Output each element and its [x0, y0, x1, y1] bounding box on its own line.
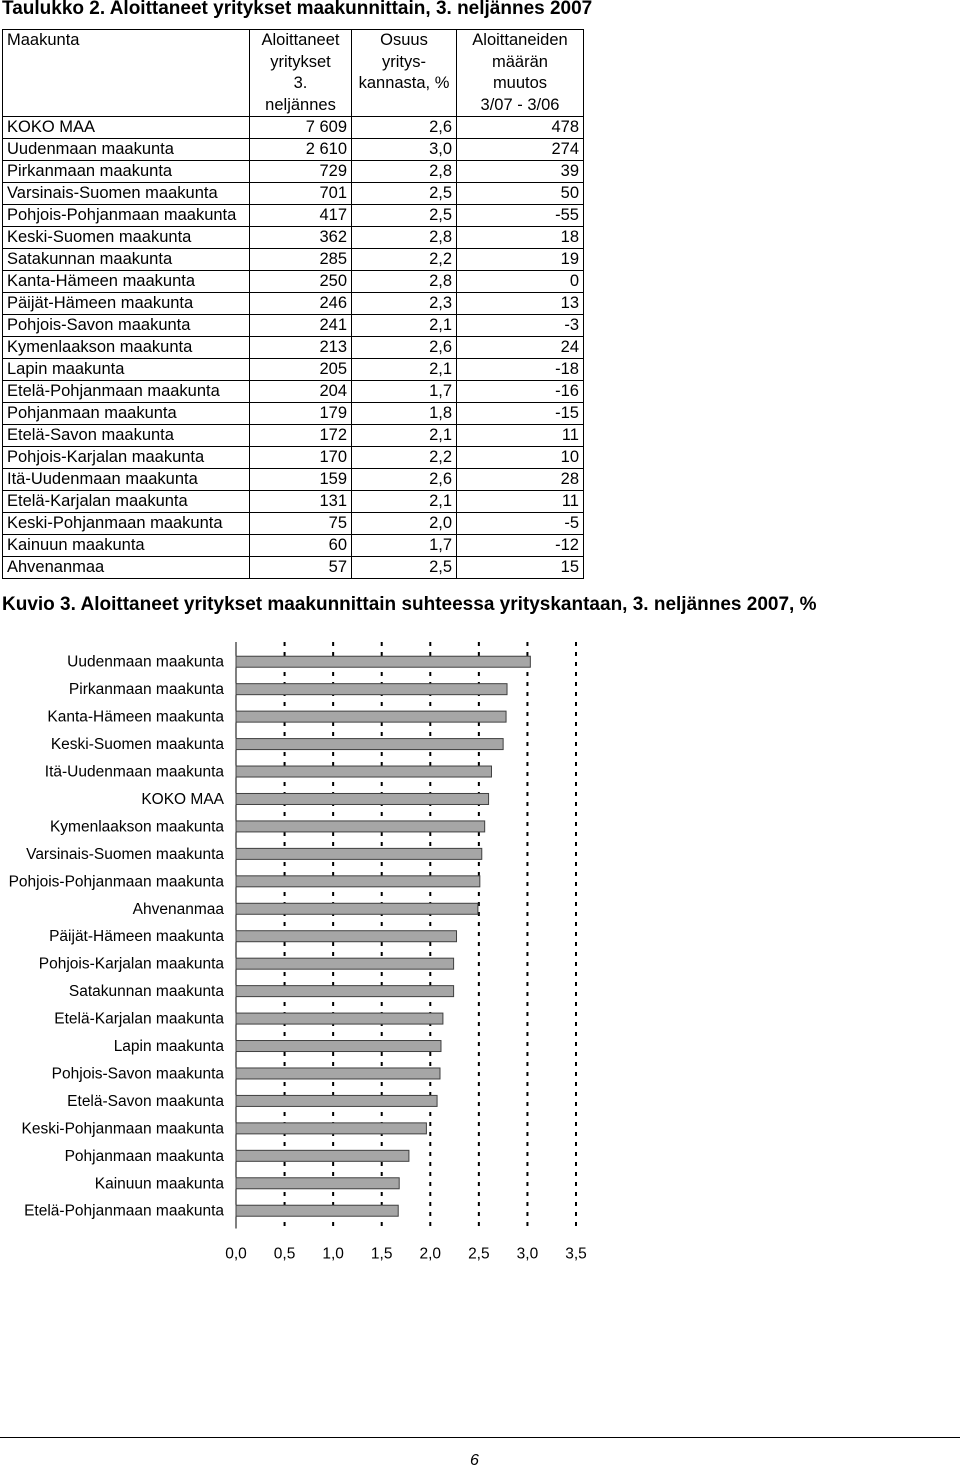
header-started-line: yritykset [270, 52, 331, 71]
started-count-cell: 729 [250, 161, 352, 183]
region-name-cell: Keski-Suomen maakunta [3, 227, 250, 249]
region-name-cell: Päijät-Hämeen maakunta [3, 293, 250, 315]
share-cell: 2,1 [352, 425, 457, 447]
table-header-row [3, 30, 584, 117]
category-label: Pirkanmaan maakunta [68, 681, 224, 699]
category-label: Pohjois-Savon maakunta [51, 1065, 224, 1083]
x-tick-label: 3,0 [516, 1245, 539, 1263]
region-name-cell: Etelä-Savon maakunta [3, 425, 250, 447]
region-name-cell: Keski-Pohjanmaan maakunta [3, 513, 250, 535]
share-cell: 2,5 [352, 205, 457, 227]
bar [236, 1150, 409, 1161]
table-row [3, 425, 584, 447]
share-cell: 2,6 [352, 469, 457, 491]
started-count-cell: 75 [250, 513, 352, 535]
started-count-cell: 250 [250, 271, 352, 293]
category-label: Ahvenanmaa [132, 900, 224, 918]
change-cell: 274 [457, 139, 584, 161]
bar [236, 1068, 440, 1079]
category-label: Kymenlaakson maakunta [49, 818, 224, 836]
started-count-cell: 205 [250, 359, 352, 381]
category-label: Etelä-Savon maakunta [67, 1092, 224, 1110]
table-row [3, 249, 584, 271]
header-share-line: Osuus [380, 31, 428, 49]
change-cell: 11 [457, 491, 584, 513]
header-started [250, 30, 352, 117]
started-count-cell: 60 [250, 535, 352, 557]
change-cell: -18 [457, 359, 584, 381]
bar [236, 1041, 441, 1052]
table-row [3, 337, 584, 359]
bar [236, 1095, 437, 1106]
region-name-cell: Pohjois-Pohjanmaan maakunta [3, 205, 250, 227]
category-label: Pohjois-Pohjanmaan maakunta [8, 873, 224, 891]
started-count-cell: 170 [250, 447, 352, 469]
table-row [3, 117, 584, 139]
started-count-cell: 417 [250, 205, 352, 227]
started-count-cell: 246 [250, 293, 352, 315]
bar [236, 766, 491, 777]
bar [236, 1178, 399, 1189]
region-name-cell: KOKO MAA [3, 117, 250, 139]
table-row [3, 513, 584, 535]
started-count-cell: 241 [250, 315, 352, 337]
region-name-cell: Uudenmaan maakunta [3, 139, 250, 161]
bar [236, 1205, 398, 1216]
share-cell: 1,7 [352, 381, 457, 403]
share-cell: 1,7 [352, 535, 457, 557]
change-cell: -55 [457, 205, 584, 227]
change-cell: 39 [457, 161, 584, 183]
header-started-line: neljännes [265, 95, 336, 114]
header-share-line: yritys- [382, 52, 426, 71]
table-row [3, 403, 584, 425]
header-region: Maakunta [3, 30, 250, 117]
category-label: Itä-Uudenmaan maakunta [44, 763, 224, 781]
table-row [3, 183, 584, 205]
started-count-cell: 159 [250, 469, 352, 491]
change-cell: 15 [457, 557, 584, 579]
x-tick-label: 0,0 [225, 1245, 247, 1263]
x-tick-label: 1,0 [322, 1245, 344, 1263]
started-count-cell: 285 [250, 249, 352, 271]
bar [236, 931, 457, 942]
started-count-cell: 701 [250, 183, 352, 205]
share-cell: 2,1 [352, 315, 457, 337]
change-cell: -3 [457, 315, 584, 337]
region-name-cell: Pohjois-Savon maakunta [3, 315, 250, 337]
share-cell: 2,0 [352, 513, 457, 535]
region-name-cell: Varsinais-Suomen maakunta [3, 183, 250, 205]
share-cell: 2,8 [352, 271, 457, 293]
share-cell: 2,1 [352, 359, 457, 381]
started-count-cell: 131 [250, 491, 352, 513]
change-cell: -16 [457, 381, 584, 403]
footer-divider [0, 1437, 960, 1438]
header-started-line: 3. [293, 74, 308, 92]
region-name-cell: Kainuun maakunta [3, 535, 250, 557]
table-row [3, 359, 584, 381]
region-name-cell: Etelä-Pohjanmaan maakunta [3, 381, 250, 403]
share-cell: 2,6 [352, 117, 457, 139]
header-change-line: 3/07 - 3/06 [480, 95, 560, 114]
change-cell: 0 [457, 271, 584, 293]
x-tick-label: 2,0 [419, 1245, 442, 1263]
x-tick-label: 3,5 [565, 1245, 587, 1263]
table-row [3, 491, 584, 513]
table-title: Taulukko 2. Aloittaneet yritykset maakunnittain, 3. neljännes 2007 [2, 0, 593, 19]
share-cell: 2,2 [352, 447, 457, 469]
started-count-cell: 204 [250, 381, 352, 403]
bar-chart [0, 630, 960, 1270]
started-count-cell: 179 [250, 403, 352, 425]
category-label: Varsinais-Suomen maakunta [26, 845, 224, 863]
category-label: Päijät-Hämeen maakunta [49, 928, 224, 946]
change-cell: -5 [457, 513, 584, 535]
table-row [3, 381, 584, 403]
x-tick-label: 2,5 [468, 1245, 490, 1263]
category-label: Keski-Suomen maakunta [50, 736, 224, 754]
share-cell: 2,2 [352, 249, 457, 271]
change-cell: -15 [457, 403, 584, 425]
region-name-cell: Ahvenanmaa [3, 557, 250, 579]
table-row [3, 469, 584, 491]
table-row [3, 161, 584, 183]
share-cell: 2,5 [352, 557, 457, 579]
table-row [3, 139, 584, 161]
category-label: Kainuun maakunta [94, 1175, 224, 1193]
bar [236, 793, 489, 804]
share-cell: 2,5 [352, 183, 457, 205]
table-row [3, 205, 584, 227]
page-number: 6 [470, 1452, 479, 1469]
region-name-cell: Pirkanmaan maakunta [3, 161, 250, 183]
table-row [3, 447, 584, 469]
share-cell: 1,8 [352, 403, 457, 425]
category-label: KOKO MAA [141, 790, 224, 808]
bar [236, 1013, 443, 1024]
bar [236, 739, 503, 750]
bar [236, 986, 454, 997]
header-started-line: Aloittaneet [261, 31, 340, 49]
region-name-cell: Itä-Uudenmaan maakunta [3, 469, 250, 491]
started-count-cell: 362 [250, 227, 352, 249]
x-tick-label: 1,5 [370, 1245, 393, 1263]
bar [236, 684, 507, 695]
change-cell: 18 [457, 227, 584, 249]
change-cell: 11 [457, 425, 584, 447]
header-change-line: Aloittaneiden [472, 31, 568, 49]
region-name-cell: Pohjois-Karjalan maakunta [3, 447, 250, 469]
table-row [3, 315, 584, 337]
category-label: Pohjanmaan maakunta [64, 1147, 224, 1165]
started-count-cell: 57 [250, 557, 352, 579]
header-share-line: kannasta, % [358, 74, 450, 92]
bar [236, 1123, 426, 1134]
change-cell: 10 [457, 447, 584, 469]
started-count-cell: 2 610 [250, 139, 352, 161]
category-label: Satakunnan maakunta [68, 983, 224, 1001]
change-cell: 24 [457, 337, 584, 359]
category-label: Kanta-Hämeen maakunta [47, 708, 224, 726]
share-cell: 2,6 [352, 337, 457, 359]
share-cell: 2,8 [352, 227, 457, 249]
started-count-cell: 213 [250, 337, 352, 359]
table-row [3, 293, 584, 315]
category-label: Lapin maakunta [113, 1038, 224, 1056]
table-row [3, 271, 584, 293]
share-cell: 2,1 [352, 491, 457, 513]
bar [236, 876, 480, 887]
region-name-cell: Etelä-Karjalan maakunta [3, 491, 250, 513]
change-cell: 28 [457, 469, 584, 491]
figure-title: Kuvio 3. Aloittaneet yritykset maakunnittain suhteessa yrityskantaan, 3. neljännes 2007, % [2, 594, 817, 615]
change-cell: 13 [457, 293, 584, 315]
change-cell: 19 [457, 249, 584, 271]
change-cell: 50 [457, 183, 584, 205]
bar [236, 903, 478, 914]
category-label: Keski-Pohjanmaan maakunta [21, 1120, 224, 1138]
bar [236, 958, 454, 969]
region-name-cell: Pohjanmaan maakunta [3, 403, 250, 425]
region-name-cell: Kanta-Hämeen maakunta [3, 271, 250, 293]
share-cell: 3,0 [352, 139, 457, 161]
change-cell: -12 [457, 535, 584, 557]
region-name-cell: Satakunnan maakunta [3, 249, 250, 271]
bar [236, 711, 506, 722]
change-cell: 478 [457, 117, 584, 139]
started-count-cell: 172 [250, 425, 352, 447]
started-count-cell: 7 609 [250, 117, 352, 139]
header-change-line: muutos [492, 74, 548, 92]
x-tick-label: 0,5 [273, 1245, 296, 1263]
table-body [3, 117, 584, 579]
bar [236, 821, 485, 832]
category-label: Uudenmaan maakunta [67, 653, 224, 671]
table-row [3, 227, 584, 249]
category-label: Etelä-Pohjanmaan maakunta [24, 1202, 224, 1220]
bar [236, 656, 530, 667]
region-name-cell: Lapin maakunta [3, 359, 250, 381]
share-cell: 2,8 [352, 161, 457, 183]
category-label: Pohjois-Karjalan maakunta [38, 955, 224, 973]
region-name-cell: Kymenlaakson maakunta [3, 337, 250, 359]
table-row [3, 557, 584, 579]
bar [236, 848, 482, 859]
share-cell: 2,3 [352, 293, 457, 315]
category-label: Etelä-Karjalan maakunta [54, 1010, 224, 1028]
header-change-line: määrän [492, 52, 548, 71]
regions-table [2, 29, 584, 579]
header-change [457, 30, 584, 117]
table-row [3, 535, 584, 557]
header-share [352, 30, 457, 117]
